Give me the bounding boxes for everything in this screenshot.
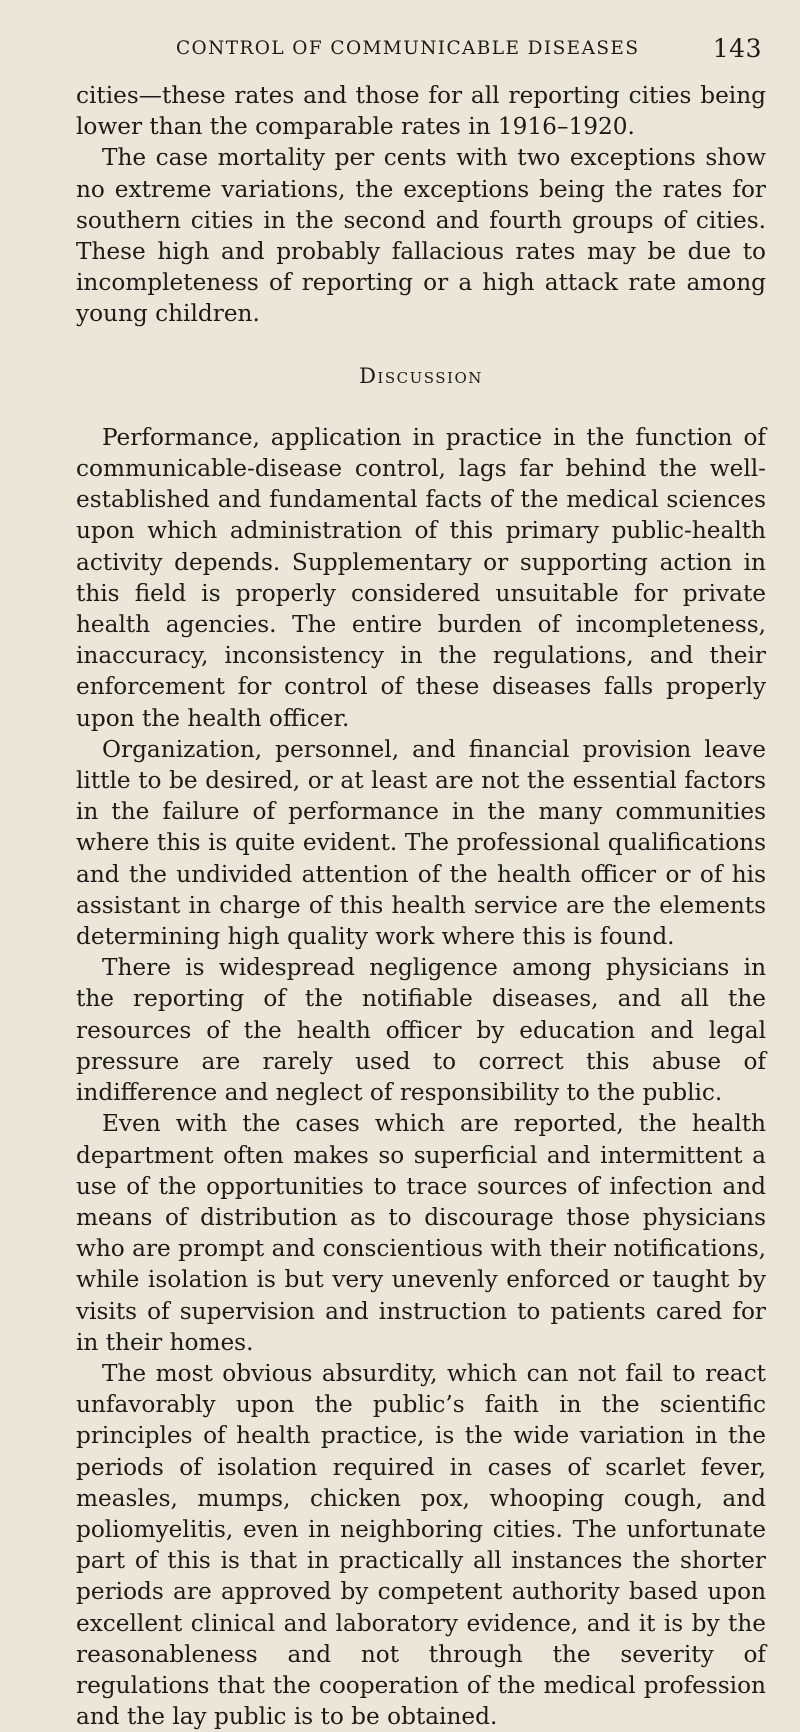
paragraph-organization: Organization, personnel, and financial provision leave little to be desired, or at least are not the essential factors in the failure of performance in the many communities where this is quite evident. The professional qualifications and the undivided attention of the health officer or of his assistant in charge of this health service are the elements determining high quality work where this is found. bbox=[76, 735, 766, 951]
paragraph-performance: Performance, application in practice in the function of communicable-disease control, lags far behind the well-established and fundamental facts of the medical sciences upon which administration of this primary public-health activity depends. Supplementary or supporting action in this field is properly considered unsuitable for private health agencies. The entire burden of incompleteness, inaccuracy, inconsistency in the regulations, and their enforcement for control of these diseases falls properly upon the health officer. bbox=[76, 423, 766, 732]
paragraph-case-mortality: The case mortality per cents with two exceptions show no extreme variations, the exceptions being the rates for southern cities in the second and fourth groups of cities. These high and probably fallacious rates may be due to incompleteness of reporting or a high attack rate among young children. bbox=[76, 144, 766, 328]
paragraph-absurdity: The most obvious absurdity, which can not fail to react unfavorably upon the public’s faith in the scientific principles of health practice, is the wide variation in the periods of isolation required in cases of scarlet fever, measles, mumps, chicken pox, whooping cough, and poliomyelitis, even in neighboring cities. The unfortunate part of this is that in practically all instances the shorter periods are approved by competent authority based upon excellent clinical and laboratory evidence, and it is by the reasonableness and not through the severity of regulations that the cooperation of the medical profession and the lay public is to be obtained. bbox=[76, 1359, 766, 1731]
paragraph-continued: cities—these rates and those for all reporting cities being lower than the comparable rates in 1916–1920. bbox=[76, 82, 766, 141]
body-text bbox=[76, 80, 766, 1732]
page-header bbox=[76, 34, 766, 80]
page-number: 143 bbox=[712, 34, 762, 63]
section-heading: Discussion bbox=[359, 363, 483, 388]
running-head: CONTROL OF COMMUNICABLE DISEASES bbox=[176, 38, 640, 59]
paragraph-reported-cases: Even with the cases which are reported, the health department often makes so superficial and intermittent a use of the opportunities to trace sources of infection and means of distribution as to discourage those physicians who are prompt and conscientious with their notifications, while isolation is but very unevenly enforced or taught by visits of supervision and instruction to patients cared for in their homes. bbox=[76, 1110, 766, 1356]
paragraph-negligence: There is widespread negligence among physicians in the reporting of the notifiable diseases, and all the resources of the health officer by education and legal pressure are rarely used to correct this abuse of indifference and neglect of responsibility to the public. bbox=[76, 954, 766, 1107]
